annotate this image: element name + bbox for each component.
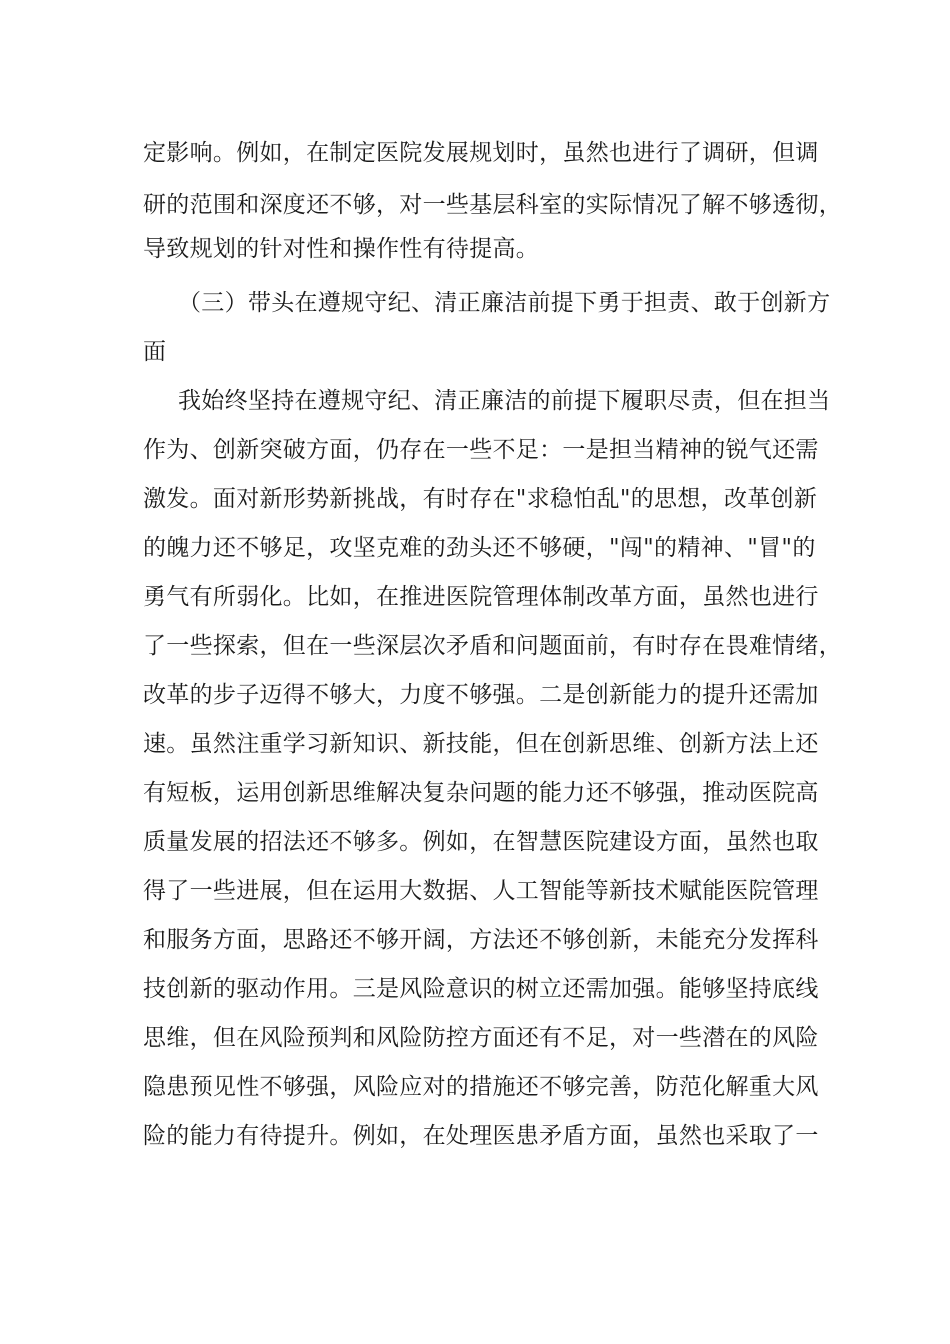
- section-heading-line: 面: [143, 339, 167, 365]
- text-line: 了一些探索，但在一些深层次矛盾和问题面前，有时存在畏难情绪，: [143, 633, 842, 659]
- text-line: 导致规划的针对性和操作性有待提高。: [143, 236, 540, 262]
- text-line: 改革的步子迈得不够大，力度不够强。二是创新能力的提升还需加: [143, 682, 819, 708]
- text-line: 质量发展的招法还不够多。例如，在智慧医院建设方面，虽然也取: [143, 829, 819, 855]
- text-line: 作为、创新突破方面，仍存在一些不足：一是担当精神的锐气还需: [143, 437, 819, 463]
- text-line: 的魄力还不够足，攻坚克难的劲头还不够硬，"闯"的精神、"冒"的: [143, 535, 816, 561]
- text-line: 和服务方面，思路还不够开阔，方法还不够创新，未能充分发挥科: [143, 927, 819, 953]
- text-line: 研的范围和深度还不够，对一些基层科室的实际情况了解不够透彻，: [143, 192, 842, 218]
- text-line: 隐患预见性不够强，风险应对的措施还不够完善，防范化解重大风: [143, 1074, 819, 1100]
- text-line: 定影响。例如，在制定医院发展规划时，虽然也进行了调研，但调: [143, 140, 819, 166]
- text-line: 速。虽然注重学习新知识、新技能，但在创新思维、创新方法上还: [143, 731, 819, 757]
- section-heading-line: （三）带头在遵规守纪、清正廉洁前提下勇于担责、敢于创新方: [178, 290, 831, 316]
- text-line: 技创新的驱动作用。三是风险意识的树立还需加强。能够坚持底线: [143, 976, 819, 1002]
- text-line: 有短板，运用创新思维解决复杂问题的能力还不够强，推动医院高: [143, 780, 819, 806]
- text-line: 得了一些进展，但在运用大数据、人工智能等新技术赋能医院管理: [143, 878, 819, 904]
- text-line: 勇气有所弱化。比如，在推进医院管理体制改革方面，虽然也进行: [143, 584, 819, 610]
- text-line: 激发。面对新形势新挑战，有时存在"求稳怕乱"的思想，改革创新: [143, 486, 818, 512]
- text-line: 思维，但在风险预判和风险防控方面还有不足，对一些潜在的风险: [143, 1025, 819, 1051]
- text-line: 我始终坚持在遵规守纪、清正廉洁的前提下履职尽责，但在担当: [178, 388, 831, 414]
- text-line: 险的能力有待提升。例如，在处理医患矛盾方面，虽然也采取了一: [143, 1123, 819, 1149]
